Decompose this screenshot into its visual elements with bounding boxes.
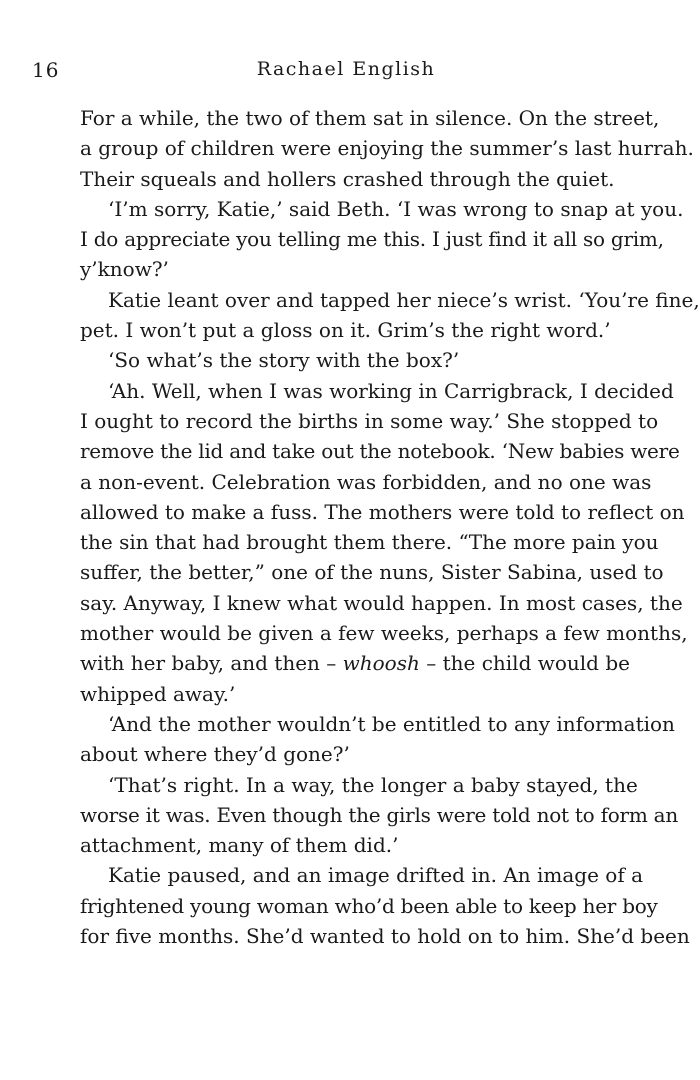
text-line: Katie paused, and an image drifted in. An image of a [108, 863, 643, 888]
text-line: y’know?’ [80, 257, 169, 282]
text-line: Their squeals and hollers crashed through the quiet. [80, 166, 615, 191]
text-line: frightened young woman who’d been able to keep her boy [80, 893, 658, 918]
text-line: ‘So what’s the story with the box?’ [108, 348, 460, 373]
text-line: ‘And the mother wouldn’t be entitled to any information [108, 711, 675, 736]
text-line: attachment, many of them did.’ [80, 833, 399, 858]
text-line: Katie leant over and tapped her niece’s wrist. ‘You’re fine, [108, 287, 700, 312]
text-line: ‘That’s right. In a way, the longer a baby stayed, the [108, 772, 638, 797]
running-title: Rachael English [256, 58, 436, 80]
text-line: a non-event. Celebration was forbidden, and no one was [80, 469, 652, 494]
body-text [80, 103, 700, 951]
text-line: the sin that had brought them there. “The more pain you [80, 530, 659, 555]
text-line: pet. I won’t put a gloss on it. Grim’s the right word.’ [80, 318, 611, 343]
text-line: for five months. She’d wanted to hold on to him. She’d been [80, 924, 690, 949]
text-line: suffer, the better,” one of the nuns, Sister Sabina, used to [80, 560, 664, 585]
page-number: 16 [32, 58, 60, 82]
emphasized-word: whoosh [342, 651, 420, 676]
text-line: For a while, the two of them sat in silence. On the street, [80, 106, 660, 130]
text-line: worse it was. Even though the girls were told not to form an [80, 802, 678, 827]
line-before-emphasis: with her baby, and then – [80, 651, 343, 676]
text-line [80, 648, 630, 678]
text-line: I ought to record the births in some way.’ She stopped to [80, 408, 659, 433]
text-line: about where they’d gone?’ [80, 742, 350, 767]
text-line: ‘I’m sorry, Katie,’ said Beth. ‘I was wrong to snap at you. [108, 196, 684, 221]
text-line: allowed to make a fuss. The mothers were told to reflect on [80, 499, 685, 524]
text-line: whipped away.’ [80, 681, 236, 706]
running-head [0, 58, 692, 88]
text-line: ‘Ah. Well, when I was working in Carrigbrack, I decided [108, 378, 674, 403]
text-line: say. Anyway, I knew what would happen. In most cases, the [80, 590, 683, 615]
text-line: a group of children were enjoying the summer’s last hurrah. [80, 136, 694, 161]
text-line: remove the lid and take out the notebook. ‘New babies were [80, 439, 680, 464]
line-after-emphasis: – the child would be [419, 651, 630, 676]
text-line: I do appreciate you telling me this. I just find it all so grim, [80, 227, 664, 252]
text-line: mother would be given a few weeks, perhaps a few months, [80, 621, 688, 646]
